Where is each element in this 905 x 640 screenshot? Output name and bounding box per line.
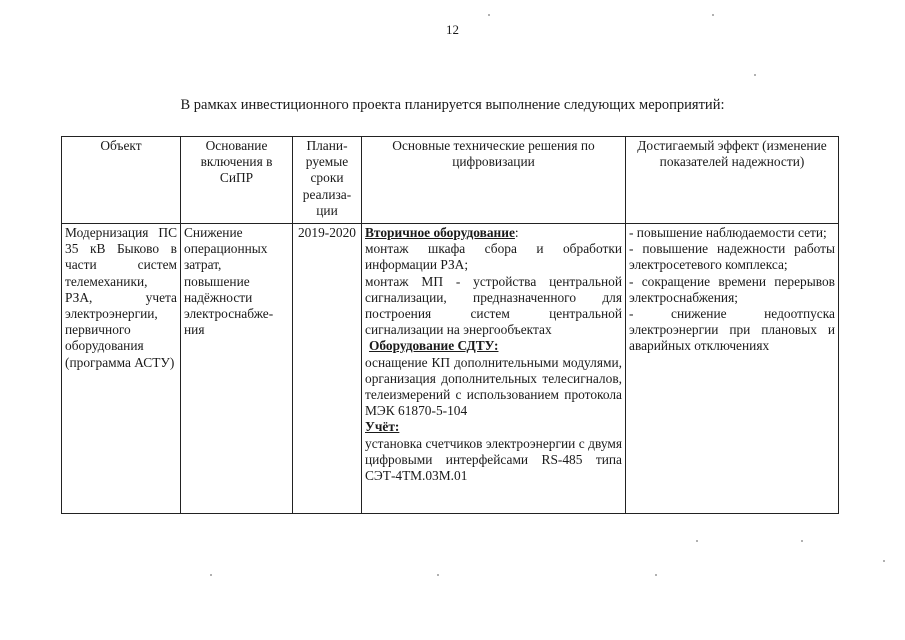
secondary-equipment-heading: Вторичное оборудование [365,225,515,240]
metering-text: установка счетчиков электроэнергии с двумя цифровыми интерфейсами RS-485 типа СЭТ-4ТМ.03М.01 [365,435,622,484]
cell-effect [626,224,839,514]
header-terms: Плани-руемые сроки реализа-ции [293,137,362,224]
sdtu-heading: Оборудование СДТУ: [369,338,499,354]
secondary-line-2: монтаж МП - устройства центральной сигнализации, предназначенного для построения систем центральной сигнализации на энергообъектах [365,273,622,338]
metering-heading: Учёт: [365,419,400,435]
table-header-row [62,137,839,224]
cell-object: Модернизация ПС 35 кВ Быково в части систем телемеханики, РЗА, учета электроэнергии, первичного оборудования (программа АСТУ) [62,224,181,514]
effect-item-4: - снижение недоотпуска электроэнергии при плановых и аварийных отключениях [629,306,835,354]
scan-speck [801,540,803,542]
effect-item-2: - повышение надежности работы электросетевого комплекса; [629,241,835,273]
page-number: 12 [446,22,459,37]
header-basis: Основание включения в СиПР [181,137,293,224]
effect-item-1: - повышение наблюдаемости сети; [629,225,827,240]
header-object: Объект [62,137,181,224]
cell-basis: Снижение операционных затрат, повышение надёжности электроснабже-ния [181,224,293,514]
table-row [62,224,839,514]
scan-speck [210,574,212,576]
sdtu-text: оснащение КП дополнительными модулями, организация дополнительных телесигналов, телеизмерений с использованием протокола МЭК 61870-5-104 [365,354,622,419]
scan-speck [754,74,756,76]
scan-speck [488,14,490,16]
scan-speck [437,574,439,576]
effect-item-3: - сокращение времени перерывов электроснабжения; [629,273,835,305]
secondary-line-1: монтаж шкафа сбора и обработки информации РЗА; [365,241,622,273]
solutions-secondary-block [365,225,622,241]
scan-speck [696,540,698,542]
measures-table [61,136,839,514]
secondary-heading-colon: : [514,225,519,240]
scan-speck [883,560,885,562]
header-effect: Достигаемый эффект (изменение показателей надежности) [626,137,839,224]
header-solutions: Основные технические решения по цифровизации [362,137,626,224]
scan-speck [655,574,657,576]
cell-solutions [362,224,626,514]
scan-speck [712,14,714,16]
cell-terms: 2019-2020 [293,224,362,514]
intro-text: В рамках инвестиционного проекта планируется выполнение следующих мероприятий: [180,97,725,113]
